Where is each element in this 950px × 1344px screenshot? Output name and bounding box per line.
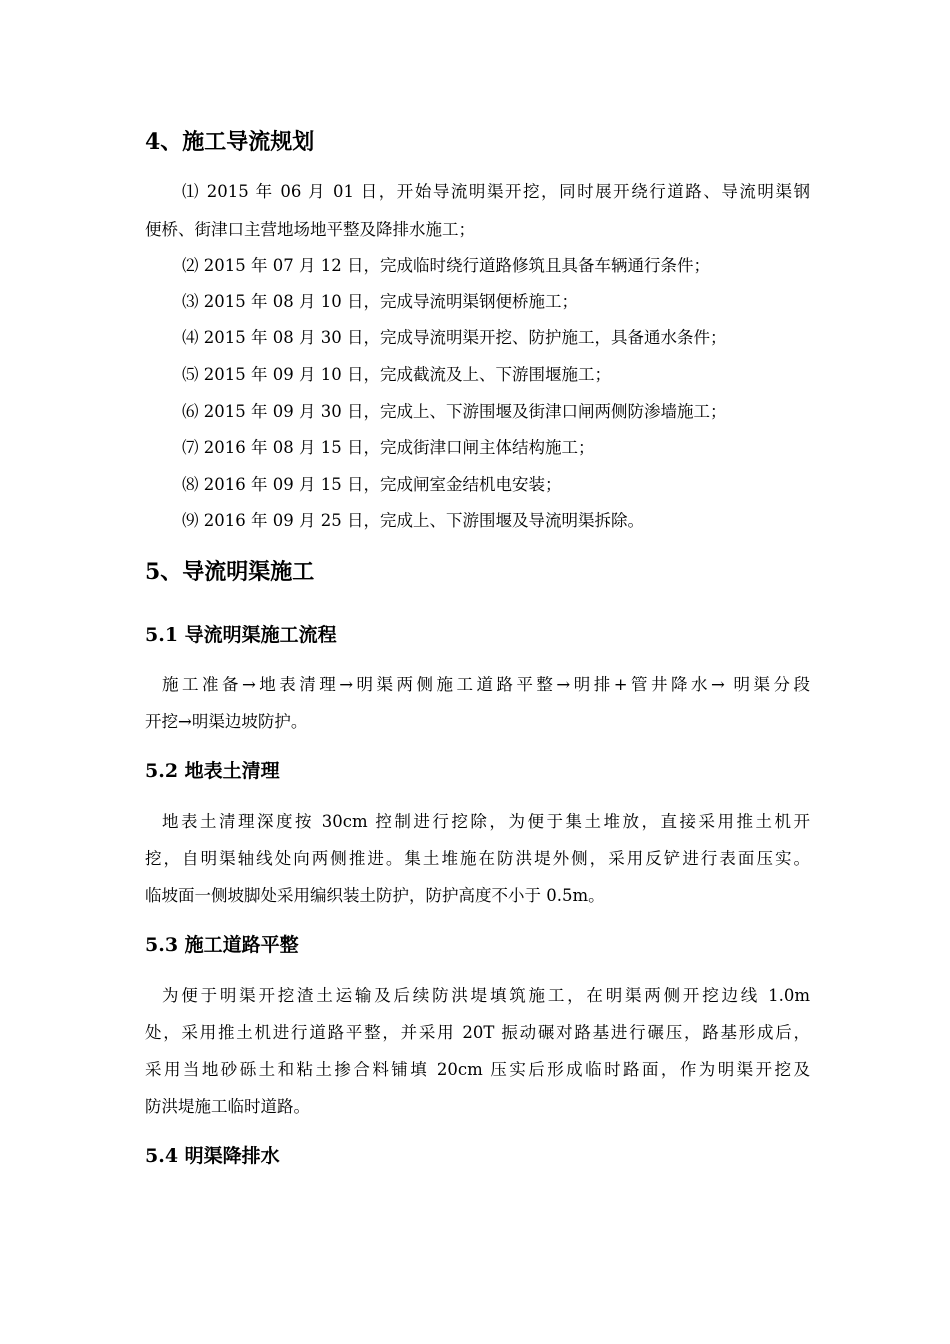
section-5-3-line-1: 为便于明渠开挖渣土运输及后续防洪堤填筑施工，在明渠两侧开挖边线 1.0m bbox=[162, 986, 810, 1005]
schedule-item-2: ⑵ 2015 年 07 月 12 日，完成临时绕行道路修筑且具备车辆通行条件； bbox=[182, 256, 710, 275]
schedule-item-9: ⑼ 2016 年 09 月 25 日，完成上、下游围堰及导流明渠拆除。 bbox=[182, 511, 644, 530]
schedule-item-4: ⑷ 2015 年 08 月 30 日，完成导流明渠开挖、防护施工，具备通水条件； bbox=[182, 328, 727, 347]
section-5-1-heading: 5.1 导流明渠施工流程 bbox=[145, 624, 337, 646]
section-5-3-heading: 5.3 施工道路平整 bbox=[145, 934, 299, 956]
section-5-heading: 5、导流明渠施工 bbox=[145, 559, 315, 585]
schedule-item-8: ⑻ 2016 年 09 月 15 日，完成闸室金结机电安装； bbox=[182, 475, 562, 494]
schedule-item-5: ⑸ 2015 年 09 月 10 日，完成截流及上、下游围堰施工； bbox=[182, 365, 611, 384]
section-5-2-line-2: 挖，自明渠轴线处向两侧推进。集土堆施在防洪堤外侧，采用反铲进行表面压实。 bbox=[145, 849, 810, 868]
section-5-3-line-3: 采用当地砂砾土和粘土掺合料铺填 20cm 压实后形成临时路面，作为明渠开挖及 bbox=[145, 1060, 810, 1079]
schedule-item-1-line-1: ⑴ 2015 年 06 月 01 日，开始导流明渠开挖，同时展开绕行道路、导流明渠钢 bbox=[182, 182, 810, 201]
schedule-item-6: ⑹ 2015 年 09 月 30 日，完成上、下游围堰及街津口闸两侧防渗墙施工； bbox=[182, 402, 727, 421]
section-5-1-line-1: 施工准备→地表清理→明渠两侧施工道路平整→明排+管井降水→ 明渠分段 bbox=[162, 675, 810, 694]
section-5-1-line-2: 开挖→明渠边坡防护。 bbox=[145, 712, 308, 731]
section-5-2-heading: 5.2 地表土清理 bbox=[145, 760, 280, 782]
section-5-4-heading: 5.4 明渠降排水 bbox=[145, 1145, 280, 1167]
section-5-2-line-1: 地表土清理深度按 30cm 控制进行挖除，为便于集土堆放，直接采用推土机开 bbox=[162, 812, 810, 831]
section-5-3-line-2: 处，采用推土机进行道路平整，并采用 20T 振动碾对路基进行碾压，路基形成后， bbox=[145, 1023, 810, 1042]
schedule-item-7: ⑺ 2016 年 08 月 15 日，完成街津口闸主体结构施工； bbox=[182, 438, 595, 457]
section-5-2-line-3: 临坡面一侧坡脚处采用编织装土防护，防护高度不小于 0.5m。 bbox=[145, 886, 605, 905]
section-5-3-line-4: 防洪堤施工临时道路。 bbox=[145, 1097, 310, 1116]
schedule-item-1-line-2: 便桥、街津口主营地场地平整及降排水施工； bbox=[145, 220, 475, 239]
section-4-heading: 4、施工导流规划 bbox=[145, 129, 315, 155]
schedule-item-3: ⑶ 2015 年 08 月 10 日，完成导流明渠钢便桥施工； bbox=[182, 292, 578, 311]
